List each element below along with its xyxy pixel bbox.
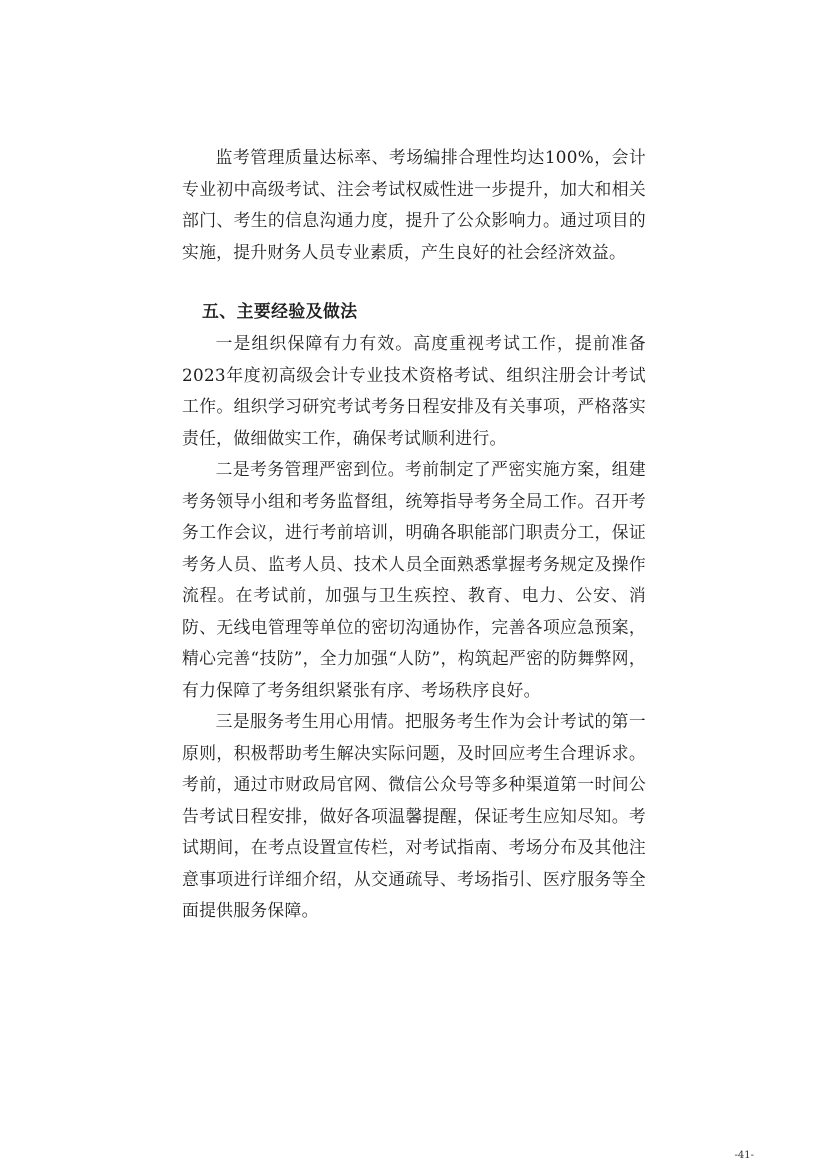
item-paragraph-2 xyxy=(182,454,646,706)
item-lead: 一是组织保障有力有效。 xyxy=(215,333,414,353)
item-lead: 二是考务管理严密到位。 xyxy=(215,459,406,479)
page-number: -41- xyxy=(734,1150,754,1161)
item-text: 把服务考生作为会计考试的第一原则，积极帮助考生解决实际问题，及时回应考生合理诉求。考前，通过市财政局官网、微信公众号等多种渠道第一时间公告考试日程安排，做好各项温馨提醒，保证考生应知尽知。考试期间，在考点设置宣传栏，对考试指南、考场分布及其他注意事项进行详细介绍，从交通疏导、考场指引、医疗服务等全面提供服务保障。 xyxy=(182,711,646,920)
item-paragraph-1 xyxy=(182,328,646,454)
section-body xyxy=(182,328,646,927)
item-text: 考前制定了严密实施方案，组建考务领导小组和考务监督组，统筹指导考务全局工作。召开考务工作会议，进行考前培训，明确各职能部门职责分工，保证考务人员、监考人员、技术人员全面熟悉掌握考务规定及操作流程。在考试前，加强与卫生疾控、教育、电力、公安、消防、无线电管理等单位的密切沟通协作，完善各项应急预案，精心完善“技防”，全力加强“人防”，构筑起严密的防舞弊网，有力保障了考务组织紧张有序、考场秩序良好。 xyxy=(182,459,646,700)
item-text: 高度重视考试工作，提前准备2023年度初高级会计专业技术资格考试、组织注册会计考试工作。组织学习研究考试考务日程安排及有关事项，严格落实责任，做细做实工作，确保考试顺利进行。 xyxy=(182,333,646,448)
item-paragraph-3 xyxy=(182,706,646,927)
section-heading: 五、主要经验及做法 xyxy=(202,301,358,321)
item-lead: 三是服务考生用心用情。 xyxy=(215,711,406,731)
paragraph-text: 监考管理质量达标率、考场编排合理性均达100%，会计专业初中高级考试、注会考试权威性进一步提升，加大和相关部门、考生的信息沟通力度，提升了公众影响力。通过项目的实施，提升财务人员专业素质，产生良好的社会经济效益。 xyxy=(182,147,646,262)
paragraph-outcomes xyxy=(182,142,646,268)
